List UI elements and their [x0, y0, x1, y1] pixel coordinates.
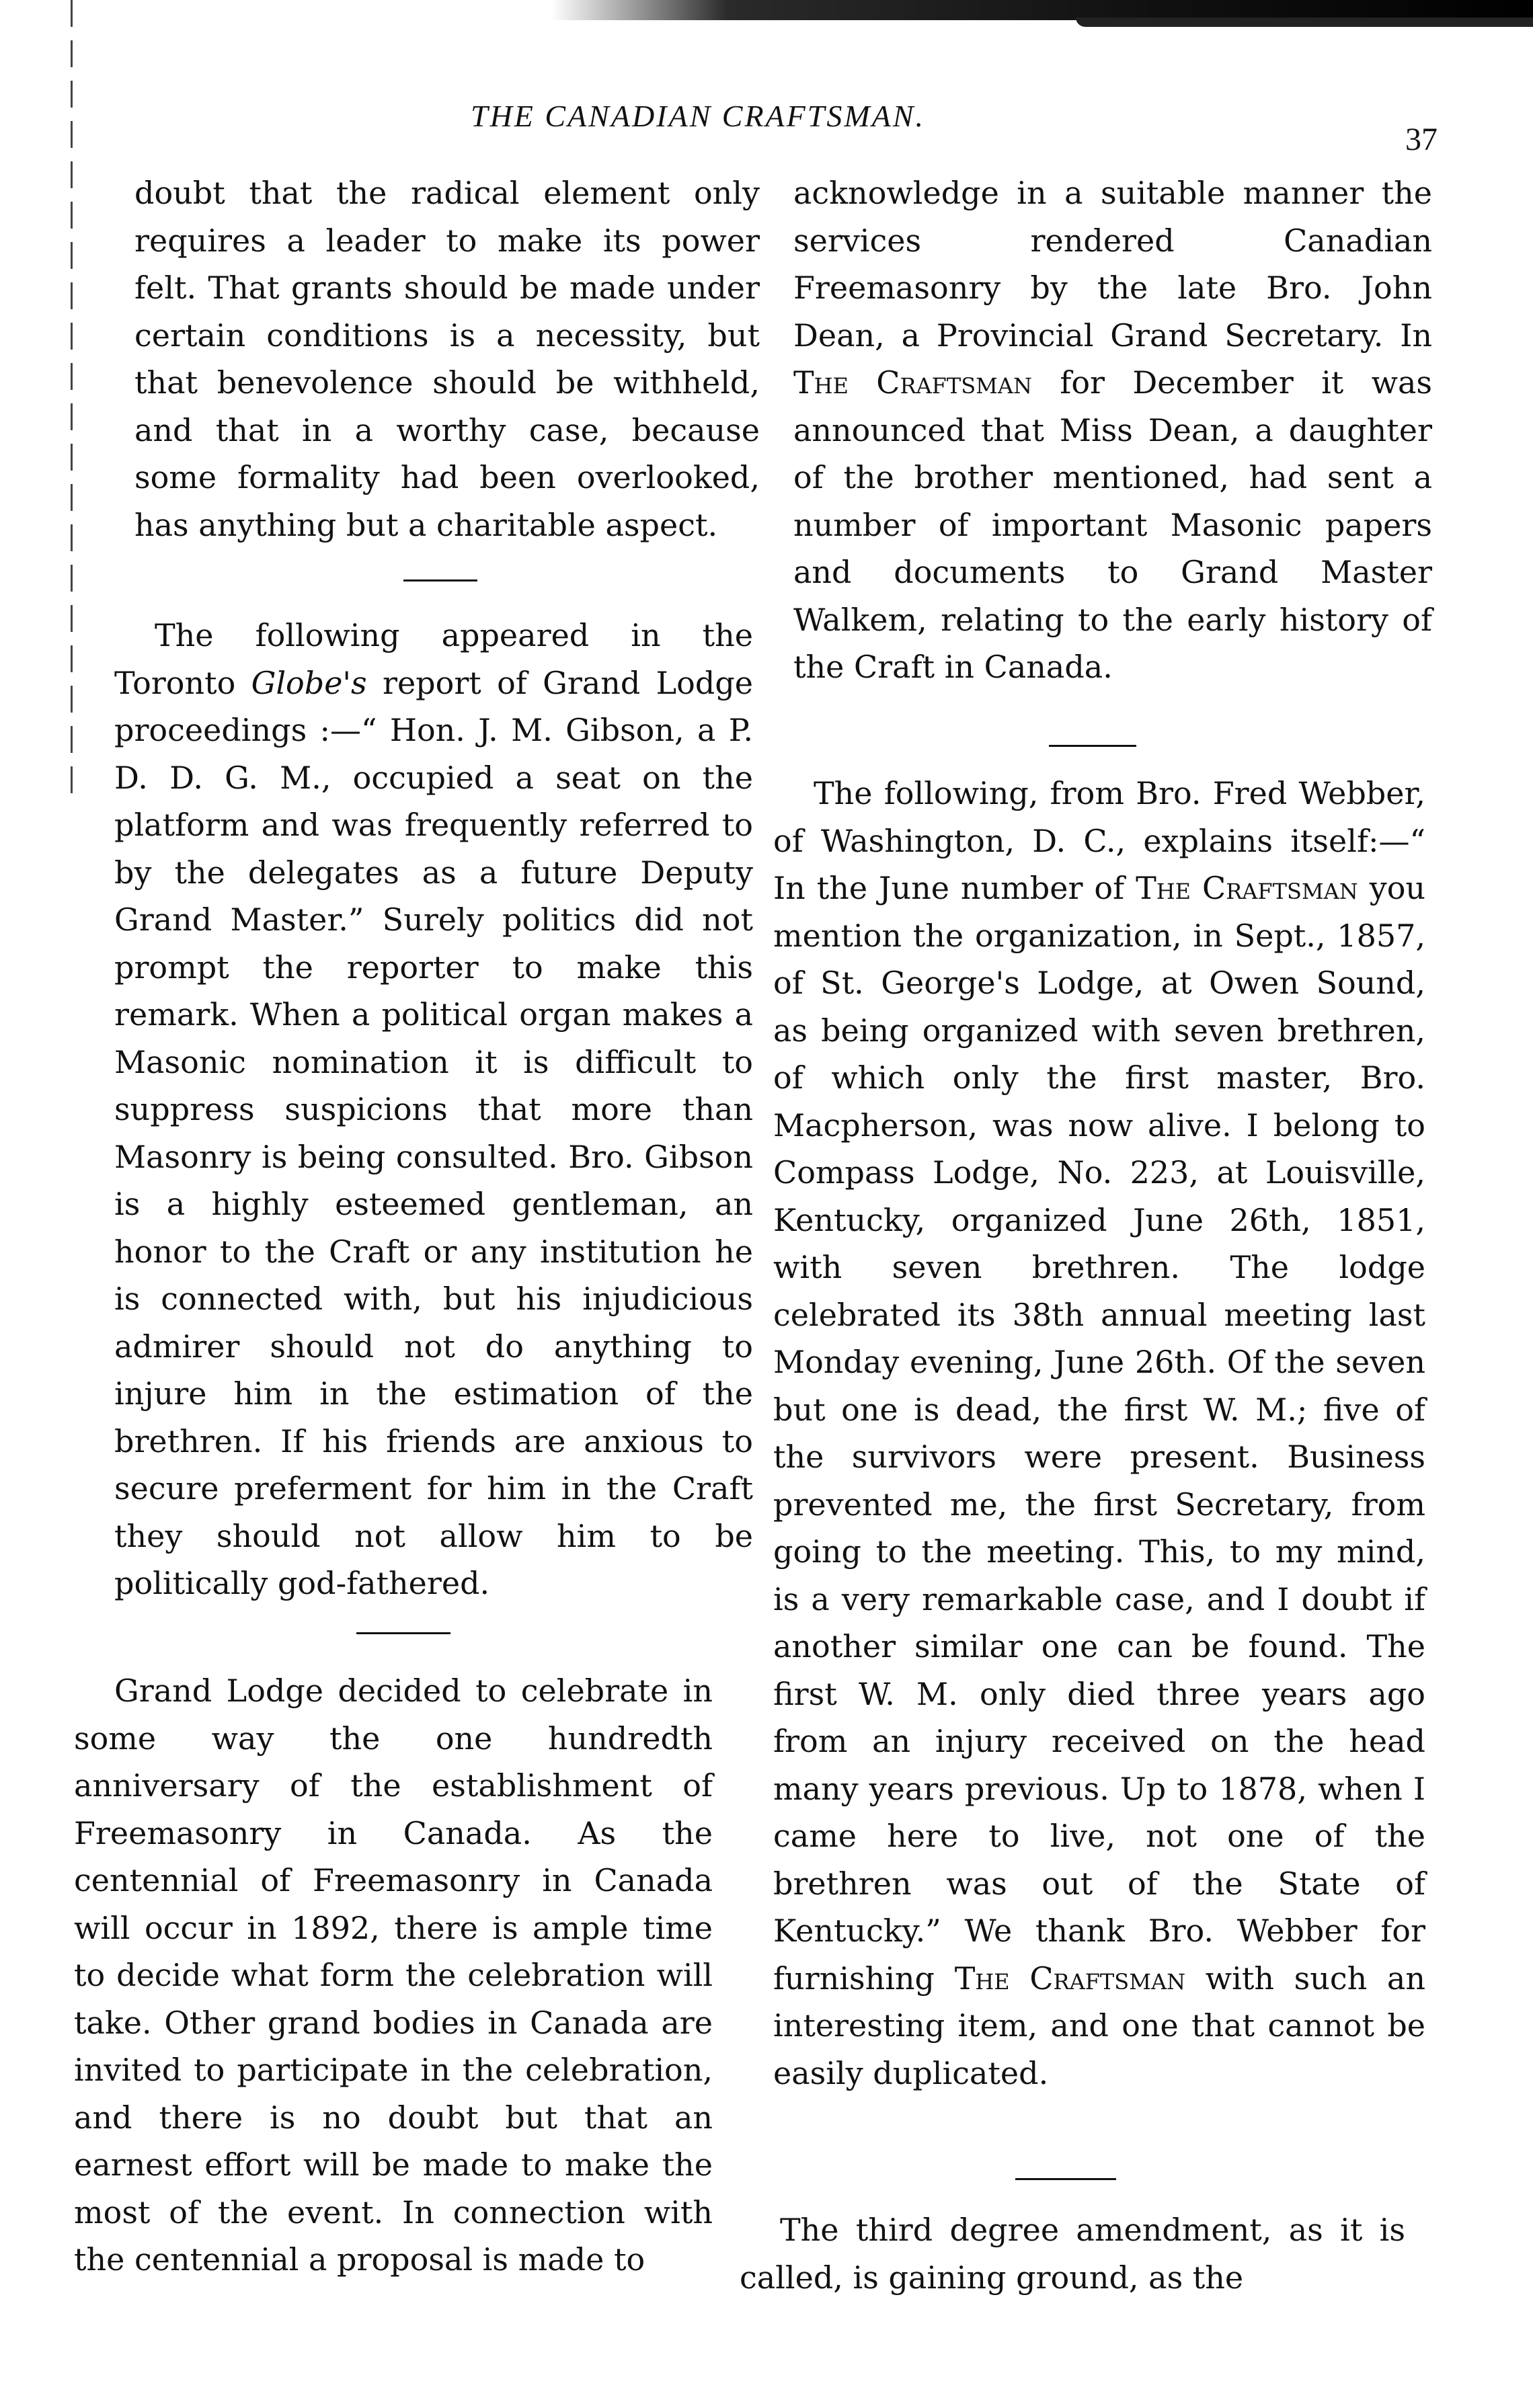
running-title: THE CANADIAN CRAFTSMAN.: [471, 99, 925, 133]
scan-edge-shadow-tail: [1076, 17, 1533, 27]
section-divider: [403, 579, 477, 581]
section-divider: [356, 1632, 450, 1634]
section-divider: [1049, 745, 1136, 747]
right-paragraph-1: acknowledge in a suitable manner the services rendered Canadian Freemasonry by the late Bro. John Dean, a Provincial Grand Secretary. In The Craftsman for December it was announced that Miss Dean, a daughter of the brother mentioned, had sent a number of important Masonic papers and documents to Grand Master Walkem, relating to the early history of the Craft in Canada.: [793, 175, 1432, 685]
left-paragraph-1: doubt that the radical element only requires a leader to make its power felt. That grants should be made under certain conditions is a necessity, but that benevolence should be withheld, and that in a worthy case, because some formality had been overlooked, has anything but a charitable aspect.: [134, 175, 760, 543]
left-paragraph-2: The following appeared in the Toronto Globe's report of Grand Lodge proceedings :—“ Hon. J. M. Gibson, a P. D. D. G. M., occupied a seat on the platform and was frequently referred to by the delegates as a future Deputy Grand Master.” Surely politics did not prompt the reporter to make this remark. When a political organ makes a Masonic nomination it is difficult to suppress suspicions that more than Masonry is being consulted. Bro. Gibson is a highly esteemed gentleman, an honor to the Craft or any institution he is connected with, but his injudicious admirer should not do anything to injure him in the estimation of the brethren. If his friends are anxious to secure preferment for him in the Craft they should not allow him to be politically god-fathered.: [114, 617, 753, 1601]
left-column-top: [134, 169, 760, 549]
newspaper-name: Globe's: [251, 664, 367, 701]
right-paragraph-2: The following, from Bro. Fred Webber, of Washington, D. C., explains itself:—“ In the June number of The Craftsman you mention the organization, in Sept., 1857, of St. George's Lodge, at Owen Sound, as being organized with seven brethren, of which only the first master, Bro. Macpherson, was now alive. I belong to Compass Lodge, No. 223, at Louisville, Kentucky, organized June 26th, 1851, with seven brethren. The lodge celebrated its 38th annual meeting last Monday evening, June 26th. Of the seven but one is dead, the first W. M.; five of the survivors were present. Business prevented me, the first Secretary, from going to the meeting. This, to my mind, is a very remarkable case, and I doubt if another similar one can be found. The first W. M. only died three years ago from an injury received on the head many years previous. Up to 1878, when I came here to live, not one of the brethren was out of the State of Kentucky.” We thank Bro. Webber for furnishing The Craftsman with such an interesting item, and one that cannot be easily duplicated.: [773, 775, 1426, 2091]
right-paragraph-3: The third degree amendment, as it is called, is gaining ground, as the: [740, 2212, 1405, 2296]
left-paragraph-3: Grand Lodge decided to celebrate in some way the one hundredth anniversary of the establishment of Freemasonry in Canada. As the centennial of Freemasonry in Canada will occur in 1892, there is ample time to decide what form the celebration will take. Other grand bodies in Canada are invited to participate in the celebration, and there is no doubt but that an earnest effort will be made to make the most of the event. In connection with the centennial a proposal is made to: [74, 1673, 713, 2278]
left-column-bottom: [74, 1667, 713, 2284]
right-column-top: [793, 169, 1432, 691]
left-column-middle: [114, 612, 753, 1607]
scan-margin-line: [71, 0, 73, 793]
page-number: 37: [1405, 122, 1438, 157]
right-column-middle: [773, 770, 1426, 2097]
section-divider: [1015, 2178, 1116, 2180]
right-column-bottom: [740, 2206, 1405, 2301]
